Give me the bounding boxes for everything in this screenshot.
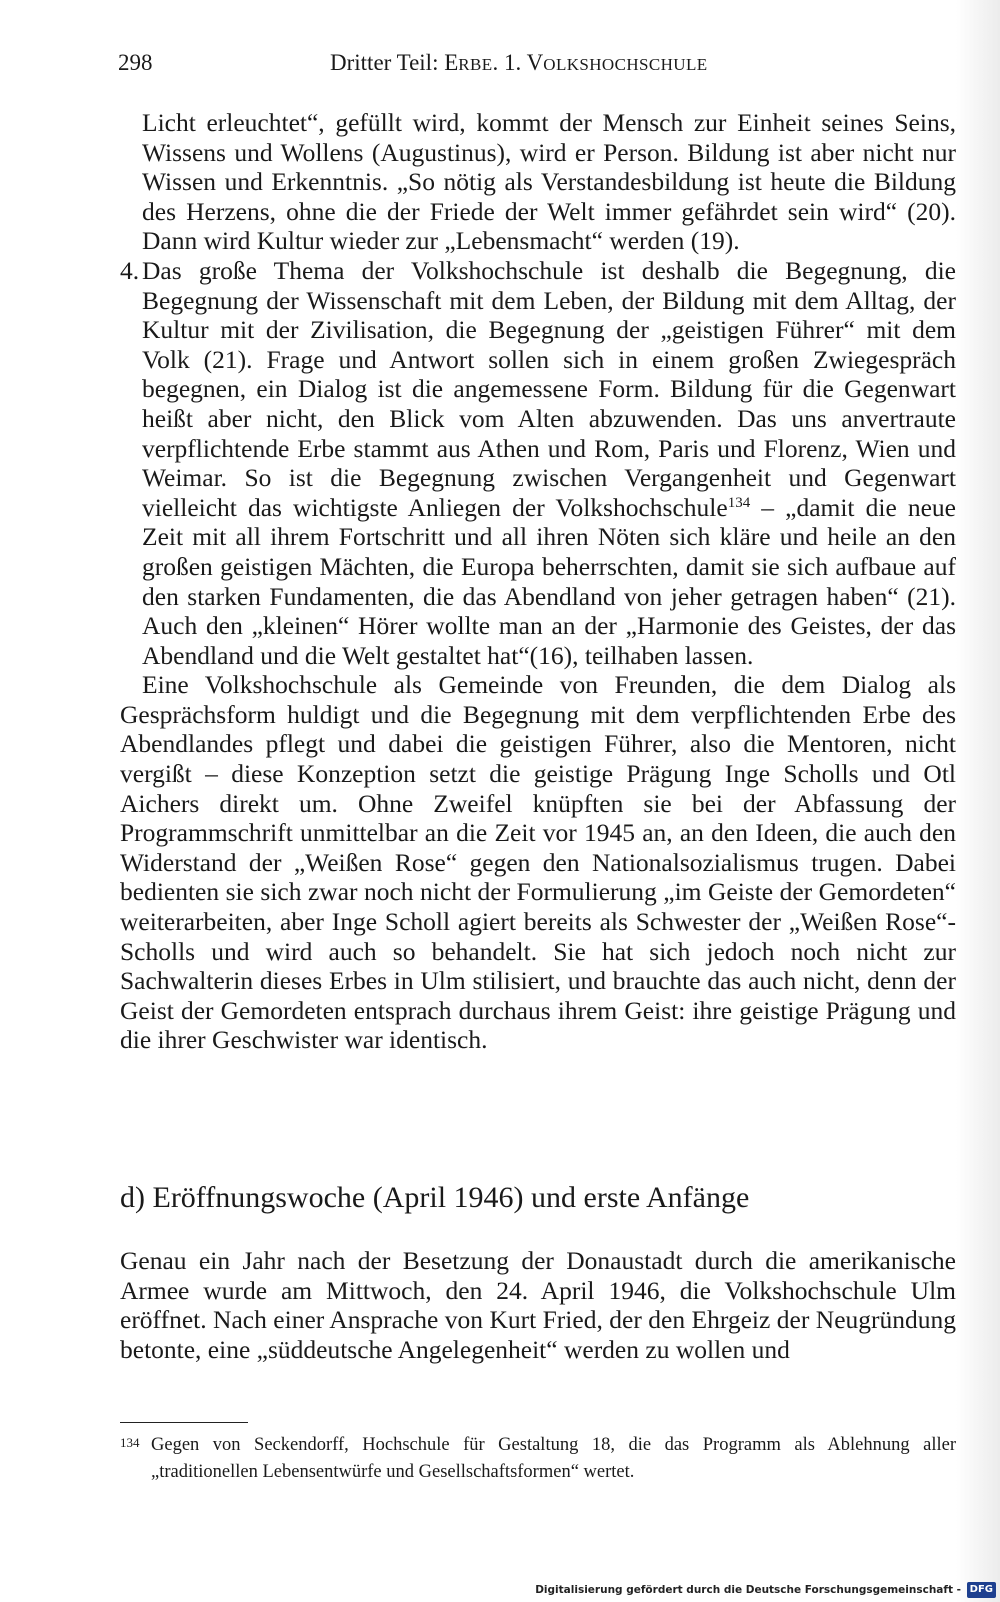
running-title-initial-e: E <box>444 50 459 75</box>
digitization-credit <box>535 1582 996 1598</box>
credit-text: Digitalisierung gefördert durch die Deutsche Forschungsgemeinschaft - <box>535 1584 961 1596</box>
footnote-text: Gegen von Seckendorff, Hochschule für Gestaltung 18, die das Programm als Ablehnung aller „traditionellen Lebensentwürfe und Gesellschaftsformen“ wertet. <box>151 1435 956 1482</box>
body-paragraph-opening: Genau ein Jahr nach der Besetzung der Donaustadt durch die amerikanische Armee wurde am Mittwoch, den 24. April 1946, die Volkshochschule Ulm eröffnet. Nach einer Ansprache von Kurt Fried, der den Ehrgeiz der Neugründung betonte, eine „süddeutsche Angelegenheit“ werden zu wollen und <box>120 1246 956 1364</box>
body-text-lower <box>120 1246 956 1364</box>
scan-page-edge <box>956 0 1000 1602</box>
body-text-upper <box>120 108 956 1055</box>
running-title-separator: . 1. <box>492 50 527 75</box>
list-item-4 <box>120 256 956 670</box>
running-title <box>330 46 708 82</box>
running-title-initial-v: V <box>526 50 544 75</box>
list-item-marker: 4. <box>120 255 140 285</box>
page-number: 298 <box>118 50 153 75</box>
dfg-logo: DFG <box>967 1582 996 1598</box>
footnote-divider <box>120 1422 248 1423</box>
list-item-4-text-part2: – „damit die neue Zeit mit all ihrem Fortschritt und all ihren Nöten sich kläre und heile an den großen geistigen Mächten, die Europa beherrschten, damit sie sich aufbaue auf den starken Fundamenten, die das Abendland von jeher getragen haben“ (21). Auch den „kleinen“ Hörer wollte man an der „Harmonie des Geistes, der das Abendland und die Welt gestaltet hat“(16), teilhaben lassen. <box>142 492 956 670</box>
body-paragraph: Eine Volkshochschule als Gemeinde von Freunden, die dem Dialog als Gesprächsform huldigt und die Begegnung mit dem verpflichtenden Erbe des Abendlandes pflegt und dabei die geistigen Führer, also die Mentoren, nicht vergißt – diese Konzeption setzt die geistige Prägung Inge Scholls und Otl Aichers direkt um. Ohne Zweifel knüpften sie bei der Abfassung der Programmschrift unmittelbar an die Zeit vor 1945 an, an den Ideen, die auch den Widerstand der „Weißen Rose“ gegen den Nationalsozialismus trugen. Dabei bedienten sie sich zwar noch nicht der Formulierung „im Geiste der Gemordeten“ weiterarbeiten, aber Inge Scholl agiert bereits als Schwester der „Weißen Rose“-Scholls und wird auch so behandelt. Sie hat sich jedoch noch nicht zur Sachwalterin dieses Erbes in Ulm stilisiert, und brauchte das auch nicht, denn der Geist der Gemordeten entsprach durchaus ihrem Geist: ihre geistige Prägung und die ihrer Geschwister war identisch. <box>120 670 956 1055</box>
running-header <box>118 46 948 80</box>
running-title-prefix: Dritter Teil: <box>330 50 445 75</box>
continuation-paragraph: Licht erleuchtet“, gefüllt wird, kommt der Mensch zur Einheit seines Seins, Wissens und Wollens (Augustinus), wird er Person. Bildung ist aber nicht nur Wissen und Erkenntnis. „So nötig als Verstandesbildung ist heute die Bildung des Herzens, ohne die der Friede der Welt immer gefährdet sein wird“ (20). Dann wird Kultur wieder zur „Lebensmacht“ werden (19). <box>142 108 956 256</box>
section-heading: d) Eröffnungswoche (April 1946) und erste Anfänge <box>120 1181 750 1214</box>
running-title-smallcaps-rbe: RBE <box>458 55 493 74</box>
running-title-smallcaps-rest: OLKSHOCHSCHULE <box>543 55 708 74</box>
footnote <box>120 1432 956 1486</box>
footnote-number: 134 <box>120 1435 140 1450</box>
list-item-4-text-part1: Das große Thema der Volkshochschule ist deshalb die Begegnung, die Begegnung der Wissenschaft mit dem Leben, der Bildung mit dem Alltag, der Kultur mit der Zivilisation, die Begegnung der „geistigen Führer“ mit dem Volk (21). Frage und Antwort sollen sich in einem großen Zwiegespräch begegnen, ein Dialog ist die angemessene Form. Bildung für die Gegenwart heißt aber nicht, den Blick vom Alten abzuwenden. Das uns anvertraute verpflichtende Erbe stammt aus Athen und Rom, Paris und Florenz, Wien und Weimar. So ist die Begegnung zwischen Vergangenheit und Gegenwart vielleicht das wichtigste Anliegen der Volkshochschule <box>142 255 956 522</box>
footnote-reference: 134 <box>727 494 751 511</box>
